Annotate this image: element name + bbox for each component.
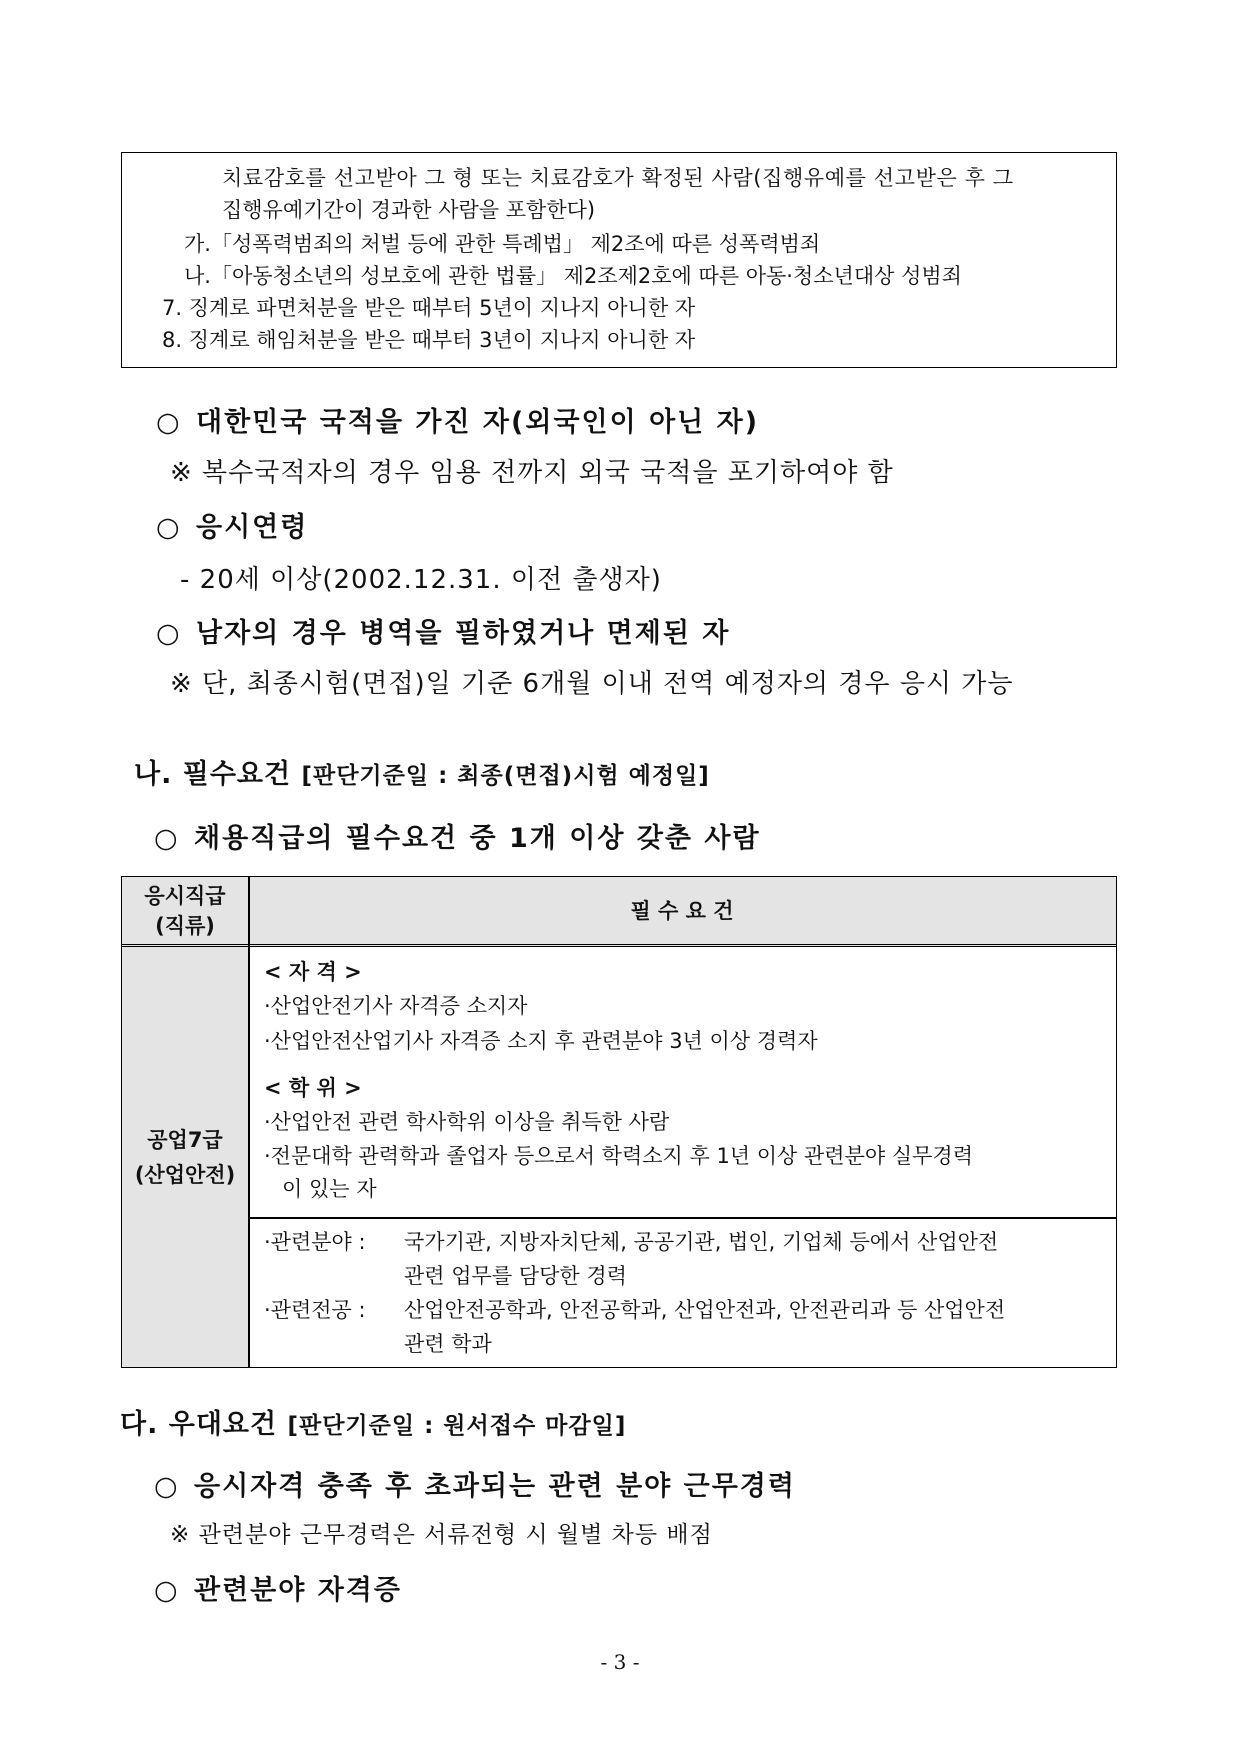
- degree-item-1: ·산업안전 관련 학사학위 이상을 취득한 사람: [264, 1110, 670, 1134]
- field-text-1: 국가기관, 지방자치단체, 공공기관, 법인, 기업체 등에서 산업안전: [404, 1230, 999, 1254]
- major-text-2: 관련 학과: [404, 1332, 492, 1356]
- requirements-table: [121, 876, 1117, 1368]
- excerpt-item-7: 7. 징계로 파면처분을 받은 때부터 5년이 지나지 아니한 자: [162, 296, 696, 320]
- major-label: ·관련전공 :: [264, 1298, 366, 1322]
- major-text-1: 산업안전공학과, 안전공학과, 산업안전과, 안전관리과 등 산업안전: [404, 1298, 1006, 1322]
- preferred-bullet-1-text: 응시자격 충족 후 초과되는 관련 분야 근무경력: [194, 1471, 796, 1502]
- section-heading-da-bracket: [판단기준일 : 원서접수 마감일]: [287, 1413, 627, 1439]
- degree-title: < 학 위 >: [264, 1076, 362, 1100]
- header-requirements: 필 수 요 건: [630, 899, 734, 923]
- military-bullet: [156, 611, 730, 650]
- excerpt-item-ga: 가.「성폭력범죄의 처벌 등에 관한 특례법」 제2조에 따른 성폭력범죄: [184, 232, 821, 256]
- qualification-title: < 자 격 >: [264, 960, 362, 984]
- preferred-bullet-1: [154, 1464, 796, 1503]
- section-heading-na: [134, 752, 710, 791]
- bullet-symbol: ○: [154, 1471, 180, 1502]
- section-heading-na-bracket: [판단기준일 : 최종(면접)시험 예정일]: [301, 763, 710, 789]
- excerpt-item-8: 8. 징계로 해임처분을 받은 때부터 3년이 지나지 아니한 자: [162, 328, 696, 352]
- section-heading-da-title: 다. 우대요건: [120, 1409, 278, 1440]
- nationality-note: ※ 복수국적자의 경우 임용 전까지 외국 국적을 포기하여야 함: [170, 458, 894, 488]
- header-grade-line-1: 응시직급: [144, 884, 226, 908]
- age-title: 응시연령: [196, 512, 309, 543]
- excerpt-line-2: 집행유예기간이 경과한 사람을 포함한다): [222, 198, 596, 222]
- page-number: - 3 -: [600, 1650, 640, 1674]
- grade-line-1: 공업7급: [147, 1128, 223, 1152]
- preferred-bullet-2-text: 관련분야 자격증: [194, 1575, 402, 1606]
- field-label: ·관련분야 :: [264, 1230, 366, 1254]
- nationality-text: 대한민국 국적을 가진 자(외국인이 아닌 자): [196, 407, 760, 438]
- header-grade-line-2: (직류): [155, 914, 215, 938]
- nationality-bullet: [156, 400, 759, 439]
- military-note: ※ 단, 최종시험(면접)일 기준 6개월 이내 전역 예정자의 경우 응시 가능: [170, 669, 1014, 699]
- bullet-symbol: ○: [156, 512, 182, 543]
- age-bullet: [156, 505, 308, 544]
- section-heading-na-title: 나. 필수요건: [134, 759, 292, 790]
- degree-item-2: ·전문대학 관력학과 졸업자 등으로서 학력소지 후 1년 이상 관련분야 실무경력: [264, 1144, 973, 1168]
- bullet-symbol: ○: [154, 823, 180, 854]
- preferred-bullet-2: [154, 1568, 402, 1607]
- requirement-bullet-text: 채용직급의 필수요건 중 1개 이상 갖춘 사람: [194, 823, 761, 854]
- bullet-symbol: ○: [156, 407, 182, 438]
- requirement-bullet: [154, 816, 761, 855]
- grade-column: [122, 947, 248, 1367]
- excerpt-item-na: 나.「아동청소년의 성보호에 관한 법률」 제2조제2호에 따른 아동·청소년대상 성범죄: [184, 264, 962, 288]
- preferred-note-1: ※ 관련분야 근무경력은 서류전형 시 월별 차등 배점: [170, 1522, 713, 1548]
- bullet-symbol: ○: [154, 1575, 180, 1606]
- grade-line-2: (산업안전): [134, 1163, 236, 1187]
- age-detail: - 20세 이상(2002.12.31. 이전 출생자): [180, 565, 662, 595]
- qualification-item-2: ·산업안전산업기사 자격증 소지 후 관련분야 3년 이상 경력자: [264, 1029, 818, 1053]
- qualification-item-1: ·산업안전기사 자격증 소지자: [264, 994, 528, 1018]
- military-text: 남자의 경우 병역을 필하였거나 면제된 자: [196, 618, 731, 649]
- disqualification-excerpt-box: [121, 152, 1117, 368]
- row-divider: [248, 1217, 1116, 1219]
- degree-item-2-cont: 이 있는 자: [282, 1177, 377, 1201]
- column-divider: [248, 877, 250, 1367]
- bullet-symbol: ○: [156, 618, 182, 649]
- excerpt-line-1: 치료감호를 선고받아 그 형 또는 치료감호가 확정된 사람(집행유예를 선고받은 후 그: [222, 166, 1014, 190]
- section-heading-da: [120, 1402, 626, 1441]
- field-text-2: 관련 업무를 담당한 경력: [404, 1264, 627, 1288]
